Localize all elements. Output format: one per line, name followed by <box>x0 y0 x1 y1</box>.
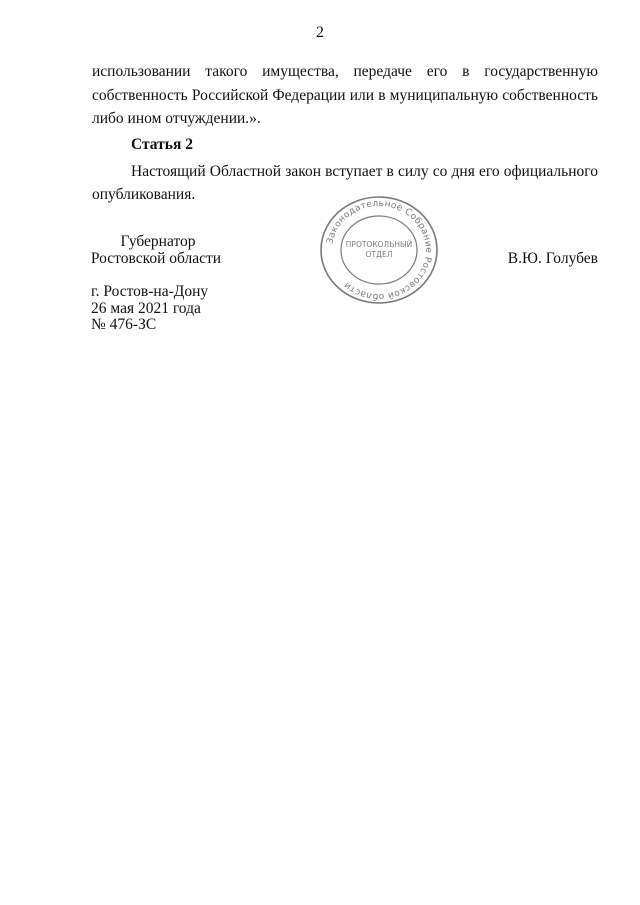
adoption-date: 26 мая 2021 года <box>91 299 201 317</box>
paragraph-line: опубликования. <box>92 186 196 203</box>
signatory-title-line2: Ростовской области <box>90 250 222 267</box>
stamp-ring-text: Законодательное Собрание Ростовской области <box>325 198 434 302</box>
paragraph-continuation <box>92 60 598 131</box>
law-number: № 476-ЗС <box>91 316 157 333</box>
official-stamp <box>318 195 440 305</box>
page-number: 2 <box>316 24 324 41</box>
paragraph-line: либо ином отчуждении.». <box>92 110 261 127</box>
place-date-number-block <box>91 284 208 334</box>
stamp-center-line2: ОТДЕЛ <box>365 250 393 259</box>
signatory-title-line1: Губернатор <box>120 233 196 250</box>
paragraph-line: собственность Российской Федерации или в муниципальную собственность <box>92 86 598 104</box>
article-heading: Статья 2 <box>131 136 193 153</box>
paragraph-line: Настоящий Областной закон вступает в силу со дня его официального <box>131 163 598 180</box>
signatory-name: В.Ю. Голубев <box>507 250 598 267</box>
stamp-center-line1: ПРОТОКОЛЬНЫЙ <box>345 240 413 249</box>
paragraph-line: использовании такого имущества, передаче его в государственную <box>92 63 598 80</box>
adoption-city: г. Ростов-на-Дону <box>91 283 209 300</box>
